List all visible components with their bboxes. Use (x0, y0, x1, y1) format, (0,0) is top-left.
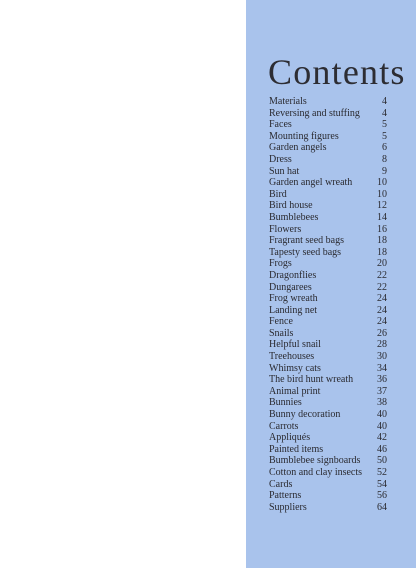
toc-entry-title: Whimsy cats (269, 362, 321, 374)
toc-entry (269, 351, 387, 363)
toc-entry-title: Fragrant seed bags (269, 235, 344, 247)
toc-entry-page-number: 4 (382, 96, 387, 107)
toc-entry-page-number: 20 (377, 258, 387, 270)
toc-entry-title: Flowers (269, 223, 302, 235)
toc-entry (269, 490, 387, 502)
toc-entry (269, 166, 387, 178)
toc-entry (269, 444, 387, 456)
toc-entry-title: Animal print (269, 385, 321, 397)
toc-entry-title: Bird house (269, 200, 313, 212)
toc-entry-title: Faces (269, 119, 292, 131)
toc-entry-title: Cards (269, 478, 293, 490)
toc-entry-title: Carrots (269, 420, 299, 432)
toc-entry-title: Helpful snail (269, 339, 321, 351)
toc-entry (269, 363, 387, 375)
toc-entry-page-number: 24 (377, 304, 387, 316)
toc-entry-page-number: 5 (382, 130, 387, 142)
toc-entry-page-number: 36 (377, 374, 387, 386)
toc-entry-page-number: 56 (377, 490, 387, 502)
toc-entry (269, 131, 387, 143)
toc-entry-title: Patterns (269, 490, 302, 502)
toc-entry (269, 386, 387, 398)
toc-entry (269, 467, 387, 479)
toc-entry-title: The bird hunt wreath (269, 374, 354, 386)
toc-entry-title: Dragonflies (269, 269, 317, 281)
toc-entry (269, 479, 387, 491)
toc-entry-page-number: 6 (382, 142, 387, 154)
toc-entry-page-number: 38 (377, 397, 387, 409)
toc-entry-title: Garden angel wreath (269, 177, 353, 189)
toc-entry-page-number: 24 (377, 316, 387, 328)
table-of-contents (269, 96, 387, 513)
toc-entry-page-number: 52 (377, 467, 387, 478)
toc-entry-page-number: 18 (377, 246, 387, 258)
toc-entry-title: Treehouses (269, 351, 315, 363)
toc-entry (269, 328, 387, 340)
toc-entry-title: Bird (269, 188, 287, 200)
toc-entry-page-number: 26 (377, 327, 387, 339)
toc-entry-page-number: 42 (377, 432, 387, 444)
toc-entry-title: Dungarees (269, 281, 312, 293)
toc-entry-title: Landing net (269, 304, 318, 316)
toc-entry-page-number: 22 (377, 281, 387, 293)
toc-entry-page-number: 14 (377, 211, 387, 223)
toc-entry-title: Sun hat (269, 165, 300, 177)
toc-entry-page-number: 40 (377, 409, 387, 421)
toc-entry (269, 409, 387, 421)
toc-entry (269, 212, 387, 224)
toc-entry-title: Bumblebee signboards (269, 455, 361, 467)
toc-entry (269, 119, 387, 131)
toc-entry-page-number: 46 (377, 443, 387, 455)
toc-entry-title: Garden angels (269, 142, 327, 154)
toc-entry-title: Fence (269, 316, 293, 328)
toc-entry (269, 96, 387, 108)
toc-entry-page-number: 50 (377, 455, 387, 467)
toc-entry-title: Bunnies (269, 397, 302, 409)
toc-entry-page-number: 37 (377, 385, 387, 397)
toc-entry (269, 339, 387, 351)
toc-entry-title: Mounting figures (269, 130, 339, 142)
toc-entry (269, 235, 387, 247)
toc-entry-page-number: 5 (382, 119, 387, 131)
toc-entry (269, 247, 387, 259)
toc-entry-title: Reversing and stuffing (269, 107, 360, 119)
toc-entry-page-number: 30 (377, 351, 387, 363)
toc-entry-page-number: 12 (377, 200, 387, 212)
toc-entry-page-number: 24 (377, 293, 387, 305)
toc-entry (269, 421, 387, 433)
toc-entry (269, 432, 387, 444)
toc-entry-page-number: 10 (377, 188, 387, 200)
toc-entry-title: Tapesty seed bags (269, 246, 342, 258)
toc-entry (269, 258, 387, 270)
toc-entry-title: Painted items (269, 443, 324, 455)
toc-entry-page-number: 64 (377, 501, 387, 513)
toc-entry-page-number: 40 (377, 420, 387, 432)
toc-entry-title: Dress (269, 153, 292, 165)
contents-title: Contents (268, 52, 406, 92)
toc-entry-page-number: 22 (377, 269, 387, 281)
toc-entry-title: Frog wreath (269, 293, 318, 305)
toc-entry-page-number: 28 (377, 339, 387, 351)
toc-entry (269, 316, 387, 328)
toc-entry (269, 397, 387, 409)
toc-entry (269, 108, 387, 120)
toc-entry (269, 374, 387, 386)
toc-entry-page-number: 9 (382, 165, 387, 177)
toc-entry-page-number: 4 (382, 107, 387, 119)
toc-entry-title: Materials (269, 96, 307, 107)
toc-entry-title: Bumblebees (269, 211, 319, 223)
toc-entry-page-number: 54 (377, 478, 387, 490)
toc-entry-title: Suppliers (269, 501, 307, 513)
toc-entry-title: Appliqués (269, 432, 311, 444)
toc-entry (269, 270, 387, 282)
toc-entry (269, 305, 387, 317)
toc-entry-title: Frogs (269, 258, 292, 270)
toc-entry-title: Bunny decoration (269, 409, 341, 421)
toc-entry (269, 455, 387, 467)
toc-entry-title: Snails (269, 327, 294, 339)
toc-entry-page-number: 34 (377, 362, 387, 374)
toc-entry (269, 293, 387, 305)
toc-entry-page-number: 16 (377, 223, 387, 235)
toc-entry (269, 224, 387, 236)
toc-entry (269, 189, 387, 201)
toc-entry (269, 142, 387, 154)
toc-entry-page-number: 8 (382, 153, 387, 165)
toc-entry-page-number: 10 (377, 177, 387, 189)
toc-entry (269, 282, 387, 294)
toc-entry-page-number: 18 (377, 235, 387, 247)
toc-entry (269, 200, 387, 212)
toc-entry (269, 502, 387, 514)
toc-entry-title: Cotton and clay insects (269, 467, 363, 478)
toc-entry (269, 177, 387, 189)
toc-entry (269, 154, 387, 166)
